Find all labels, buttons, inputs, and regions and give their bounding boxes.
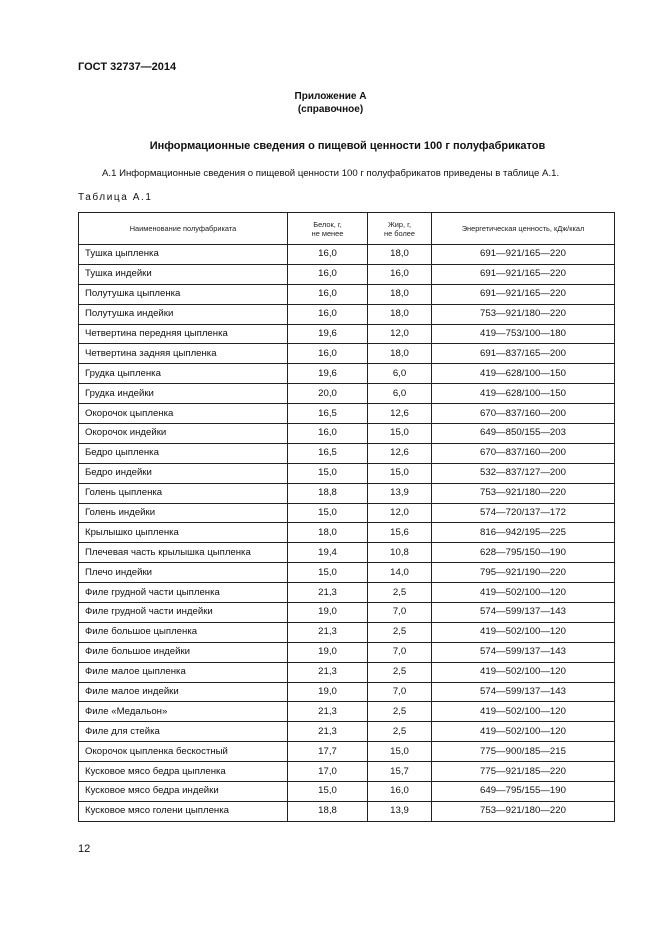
protein-cell: 15,0 xyxy=(288,782,368,802)
product-name-cell: Филе большое индейки xyxy=(79,642,288,662)
product-name-cell: Кусковое мясо голени цыпленка xyxy=(79,801,288,821)
energy-cell: 419—753/100—180 xyxy=(432,324,615,344)
table-row xyxy=(79,463,615,483)
section-title: Информационные сведения о пищевой ценности 100 г полуфабрикатов xyxy=(149,140,546,152)
column-header-text: Жир, г, xyxy=(387,219,411,229)
energy-cell: 753—921/180—220 xyxy=(432,304,615,324)
energy-cell: 795—921/190—220 xyxy=(432,563,615,583)
energy-cell: 419—502/100—120 xyxy=(432,702,615,722)
table-row xyxy=(79,284,615,304)
protein-cell: 19,0 xyxy=(288,682,368,702)
fat-cell: 2,5 xyxy=(368,722,432,742)
energy-cell: 419—628/100—150 xyxy=(432,364,615,384)
energy-cell: 691—921/165—220 xyxy=(432,245,615,265)
table-row xyxy=(79,543,615,563)
column-header-text: не менее xyxy=(311,228,344,238)
protein-cell: 16,0 xyxy=(288,304,368,324)
product-name-cell: Филе малое цыпленка xyxy=(79,662,288,682)
protein-cell: 16,0 xyxy=(288,264,368,284)
energy-cell: 419—502/100—120 xyxy=(432,722,615,742)
product-name-cell: Тушка цыпленка xyxy=(79,245,288,265)
table-row xyxy=(79,742,615,762)
fat-cell: 7,0 xyxy=(368,642,432,662)
table-row xyxy=(79,603,615,623)
protein-cell: 16,5 xyxy=(288,404,368,424)
protein-cell: 16,0 xyxy=(288,344,368,364)
appendix-heading xyxy=(0,90,661,116)
protein-cell: 19,6 xyxy=(288,364,368,384)
table-row xyxy=(79,384,615,404)
protein-cell: 16,0 xyxy=(288,245,368,265)
energy-cell: 419—502/100—120 xyxy=(432,662,615,682)
protein-cell: 21,3 xyxy=(288,583,368,603)
product-name-cell: Филе грудной части цыпленка xyxy=(79,583,288,603)
protein-cell: 17,7 xyxy=(288,742,368,762)
table-row xyxy=(79,523,615,543)
fat-cell: 7,0 xyxy=(368,603,432,623)
protein-cell: 18,8 xyxy=(288,801,368,821)
protein-cell: 15,0 xyxy=(288,563,368,583)
protein-cell: 19,0 xyxy=(288,603,368,623)
table-row xyxy=(79,443,615,463)
energy-cell: 574—720/137—172 xyxy=(432,503,615,523)
energy-cell: 691—921/165—220 xyxy=(432,284,615,304)
table-row xyxy=(79,483,615,503)
product-name-cell: Филе грудной части индейки xyxy=(79,603,288,623)
protein-cell: 18,0 xyxy=(288,523,368,543)
table-row xyxy=(79,503,615,523)
table-row xyxy=(79,722,615,742)
fat-cell: 12,6 xyxy=(368,404,432,424)
product-name-cell: Окорочок индейки xyxy=(79,424,288,444)
energy-cell: 670—837/160—200 xyxy=(432,443,615,463)
column-header-text: Энергетическая ценность, кДж/ккал xyxy=(461,224,585,233)
column-header-name xyxy=(79,213,288,245)
column-header-text: не более xyxy=(384,228,415,238)
appendix-title: Приложение А xyxy=(294,91,367,102)
product-name-cell: Плечевая часть крылышка цыпленка xyxy=(79,543,288,563)
table-body xyxy=(79,245,615,822)
energy-cell: 419—502/100—120 xyxy=(432,583,615,603)
column-header-fat xyxy=(368,213,432,245)
protein-cell: 15,0 xyxy=(288,463,368,483)
energy-cell: 532—837/127—200 xyxy=(432,463,615,483)
table-row xyxy=(79,702,615,722)
protein-cell: 21,3 xyxy=(288,702,368,722)
fat-cell: 15,0 xyxy=(368,463,432,483)
protein-cell: 21,3 xyxy=(288,722,368,742)
protein-cell: 19,4 xyxy=(288,543,368,563)
table-row xyxy=(79,622,615,642)
table-row xyxy=(79,583,615,603)
energy-cell: 775—921/185—220 xyxy=(432,762,615,782)
fat-cell: 13,9 xyxy=(368,483,432,503)
fat-cell: 12,0 xyxy=(368,324,432,344)
protein-cell: 16,5 xyxy=(288,443,368,463)
product-name-cell: Голень цыпленка xyxy=(79,483,288,503)
protein-cell: 19,0 xyxy=(288,642,368,662)
energy-cell: 649—795/155—190 xyxy=(432,782,615,802)
intro-paragraph: А.1 Информационные сведения о пищевой ценности 100 г полуфабрикатов приведены в таблице А.1. xyxy=(102,168,560,179)
product-name-cell: Полутушка цыпленка xyxy=(79,284,288,304)
energy-cell: 753—921/180—220 xyxy=(432,483,615,503)
fat-cell: 13,9 xyxy=(368,801,432,821)
energy-cell: 775—900/185—215 xyxy=(432,742,615,762)
product-name-cell: Тушка индейки xyxy=(79,264,288,284)
energy-cell: 753—921/180—220 xyxy=(432,801,615,821)
protein-cell: 18,8 xyxy=(288,483,368,503)
product-name-cell: Плечо индейки xyxy=(79,563,288,583)
fat-cell: 18,0 xyxy=(368,284,432,304)
fat-cell: 2,5 xyxy=(368,622,432,642)
fat-cell: 2,5 xyxy=(368,662,432,682)
fat-cell: 6,0 xyxy=(368,364,432,384)
product-name-cell: Грудка цыпленка xyxy=(79,364,288,384)
appendix-subtitle: (справочное) xyxy=(297,104,364,115)
table-row xyxy=(79,264,615,284)
table-row xyxy=(79,324,615,344)
table-row xyxy=(79,642,615,662)
product-name-cell: Бедро цыпленка xyxy=(79,443,288,463)
energy-cell: 574—599/137—143 xyxy=(432,603,615,623)
product-name-cell: Филе «Медальон» xyxy=(79,702,288,722)
table-row xyxy=(79,662,615,682)
product-name-cell: Полутушка индейки xyxy=(79,304,288,324)
table-label: Таблица А.1 xyxy=(78,192,153,203)
energy-cell: 628—795/150—190 xyxy=(432,543,615,563)
product-name-cell: Кусковое мясо бедра цыпленка xyxy=(79,762,288,782)
product-name-cell: Филе большое цыпленка xyxy=(79,622,288,642)
table-row xyxy=(79,364,615,384)
table-row xyxy=(79,404,615,424)
energy-cell: 574—599/137—143 xyxy=(432,682,615,702)
table-row xyxy=(79,424,615,444)
product-name-cell: Окорочок цыпленка xyxy=(79,404,288,424)
fat-cell: 18,0 xyxy=(368,245,432,265)
fat-cell: 6,0 xyxy=(368,384,432,404)
table-row xyxy=(79,304,615,324)
page-number: 12 xyxy=(78,843,91,855)
fat-cell: 12,0 xyxy=(368,503,432,523)
product-name-cell: Четвертина передняя цыпленка xyxy=(79,324,288,344)
fat-cell: 15,6 xyxy=(368,523,432,543)
product-name-cell: Кусковое мясо бедра индейки xyxy=(79,782,288,802)
product-name-cell: Филе малое индейки xyxy=(79,682,288,702)
fat-cell: 15,0 xyxy=(368,742,432,762)
fat-cell: 18,0 xyxy=(368,304,432,324)
table-header-row xyxy=(79,213,615,245)
energy-cell: 649—850/155—203 xyxy=(432,424,615,444)
column-header-text: Наименование полуфабриката xyxy=(129,224,237,233)
energy-cell: 691—921/165—220 xyxy=(432,264,615,284)
energy-cell: 419—628/100—150 xyxy=(432,384,615,404)
fat-cell: 16,0 xyxy=(368,782,432,802)
fat-cell: 15,7 xyxy=(368,762,432,782)
table-row xyxy=(79,801,615,821)
fat-cell: 7,0 xyxy=(368,682,432,702)
fat-cell: 18,0 xyxy=(368,344,432,364)
energy-cell: 816—942/195—225 xyxy=(432,523,615,543)
table-row xyxy=(79,762,615,782)
energy-cell: 419—502/100—120 xyxy=(432,622,615,642)
protein-cell: 20,0 xyxy=(288,384,368,404)
product-name-cell: Окорочок цыпленка бескостный xyxy=(79,742,288,762)
product-name-cell: Филе для стейка xyxy=(79,722,288,742)
product-name-cell: Грудка индейки xyxy=(79,384,288,404)
column-header-energy xyxy=(432,213,615,245)
product-name-cell: Крылышко цыпленка xyxy=(79,523,288,543)
product-name-cell: Голень индейки xyxy=(79,503,288,523)
table-row xyxy=(79,682,615,702)
fat-cell: 10,8 xyxy=(368,543,432,563)
column-header-text: Белок, г, xyxy=(313,219,342,229)
protein-cell: 21,3 xyxy=(288,622,368,642)
fat-cell: 2,5 xyxy=(368,702,432,722)
energy-cell: 670—837/160—200 xyxy=(432,404,615,424)
protein-cell: 16,0 xyxy=(288,424,368,444)
protein-cell: 19,6 xyxy=(288,324,368,344)
protein-cell: 21,3 xyxy=(288,662,368,682)
product-name-cell: Бедро индейки xyxy=(79,463,288,483)
table-row xyxy=(79,245,615,265)
table-row xyxy=(79,344,615,364)
fat-cell: 14,0 xyxy=(368,563,432,583)
energy-cell: 691—837/165—200 xyxy=(432,344,615,364)
fat-cell: 16,0 xyxy=(368,264,432,284)
energy-cell: 574—599/137—143 xyxy=(432,642,615,662)
column-header-protein xyxy=(288,213,368,245)
fat-cell: 15,0 xyxy=(368,424,432,444)
table-row xyxy=(79,563,615,583)
document-header: ГОСТ 32737—2014 xyxy=(78,61,177,73)
fat-cell: 12,6 xyxy=(368,443,432,463)
table-row xyxy=(79,782,615,802)
nutrition-table xyxy=(78,212,615,822)
fat-cell: 2,5 xyxy=(368,583,432,603)
protein-cell: 16,0 xyxy=(288,284,368,304)
protein-cell: 15,0 xyxy=(288,503,368,523)
product-name-cell: Четвертина задняя цыпленка xyxy=(79,344,288,364)
protein-cell: 17,0 xyxy=(288,762,368,782)
